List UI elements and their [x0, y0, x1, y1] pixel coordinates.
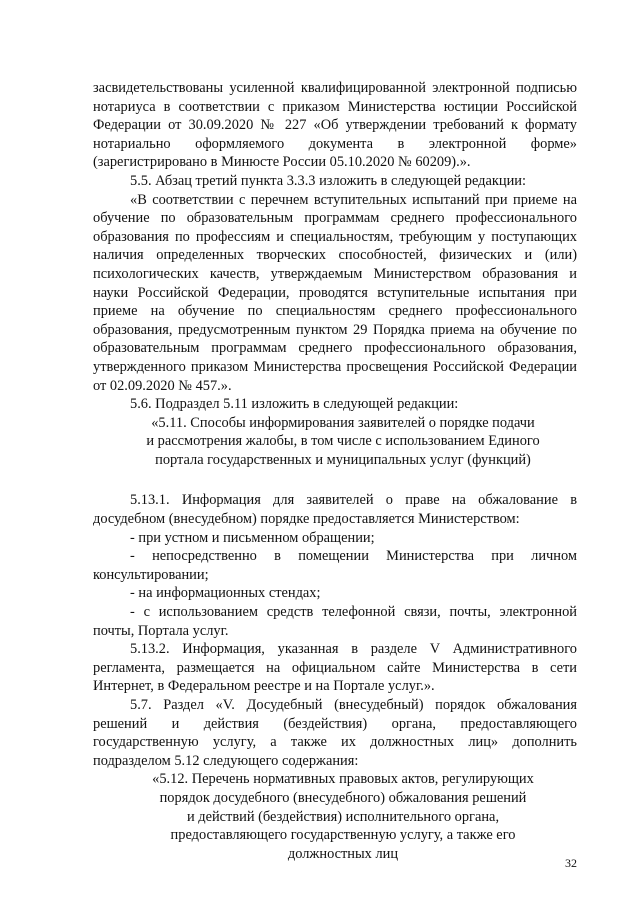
list-item: - с использованием средств телефонной связи, почты, электронной почты, Портала услуг. — [93, 604, 577, 639]
list-item: - при устном и письменном обращении; — [130, 529, 375, 546]
heading-line: «5.12. Перечень нормативных правовых актов, регулирующих — [152, 771, 534, 788]
heading-line: предоставляющего государственную услугу, а также его — [170, 827, 516, 844]
subsection-heading-5-12 — [93, 770, 577, 863]
list-item: - непосредственно в помещении Министерства при личном консультировании; — [93, 548, 577, 583]
paragraph-5-5: 5.5. Абзац третий пункта 3.3.3 изложить в следующей редакции: — [130, 172, 526, 189]
paragraph-5-6: 5.6. Подраздел 5.11 изложить в следующей редакции: — [130, 396, 459, 413]
page-number: 32 — [565, 856, 577, 870]
paragraph-5-13-1: 5.13.1. Информация для заявителей о праве на обжалование в досудебном (внесудебном) порядке предоставляется Министерством: — [93, 492, 577, 528]
paragraph-5-13-2: 5.13.2. Информация, указанная в разделе V Административного регламента, размещается на официальном сайте Министерства в сети Интернет, в Федеральном реестре и на Портале услуг.». — [93, 641, 577, 695]
subsection-heading-5-11 — [93, 414, 577, 470]
heading-line: должностных лиц — [287, 845, 399, 862]
list-item: - на информационных стендах; — [130, 585, 321, 602]
heading-line: порядок досудебного (внесудебного) обжалования решений — [159, 789, 527, 806]
document-body — [93, 79, 577, 863]
paragraph-continuation: засвидетельствованы усиленной квалифицированной электронной подписью нотариуса в соответствии с приказом Министерства юстиции Российской Федерации от 30.09.2020 № 227 «Об утверждении требований к формату нотариально оформляемого документа в электронной форме» (зарегистрировано в Минюсте России 05.10.2020 № 60209).». — [93, 80, 577, 171]
heading-line: и действий (бездействия) исполнительного органа, — [186, 808, 500, 825]
heading-line: и рассмотрения жалобы, в том числе с использованием Единого — [146, 433, 540, 450]
paragraph-5-7: 5.7. Раздел «V. Досудебный (внесудебный) порядок обжалования решений и действия (бездействия) органа, предоставляющего государственную услугу, а также их должностных лиц» дополнить подразделом 5.12 следующего содержания: — [93, 697, 577, 769]
paragraph-quote-3-3-3: «В соответствии с перечнем вступительных испытаний при приеме на обучение по образовательным программам среднего профессионального образования по профессиям и специальностям, требующим у поступающих наличия определенных творческих способностей, физических и (или) психологических качеств, утверждаемым Министерством образования и науки Российской Федерации, проводятся вступительные испытания при приеме на обучение по специальностям среднего профессионального образования, предусмотренным пунктом 29 Порядка приема на обучение по образовательным программам среднего профессионального образования, утвержденного приказом Министерства просвещения Российской Федерации от 02.09.2020 № 457.». — [93, 191, 577, 394]
heading-line: «5.11. Способы информирования заявителей о порядке подачи — [151, 414, 535, 431]
spacer — [93, 469, 577, 491]
heading-line: портала государственных и муниципальных услуг (функций) — [155, 451, 531, 468]
